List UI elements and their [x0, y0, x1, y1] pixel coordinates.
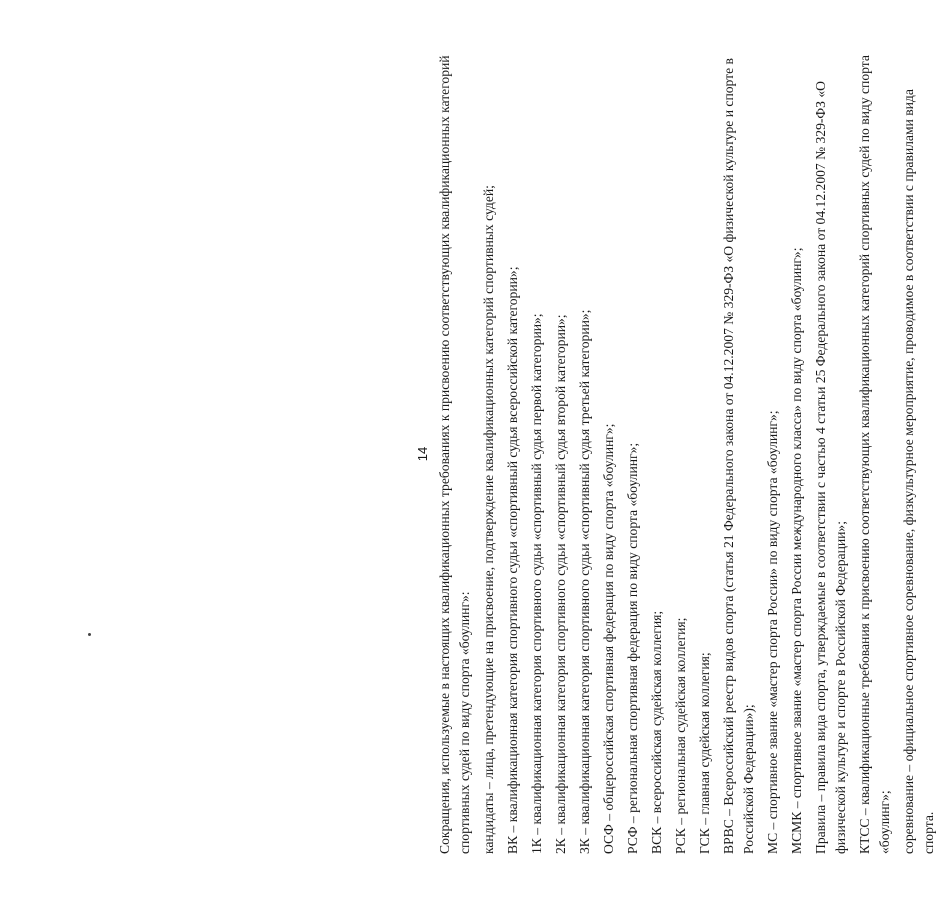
rotated-content — [40, 24, 936, 884]
definition-vrvs: ВРВС – Всероссийский реестр видов спорта (статья 21 Федерального закона от 04.12.2007 № 329-ФЗ «О физической культуре и спорте в Российской Федерации»); — [721, 58, 756, 854]
definition-msmk: МСМК – спортивное звание «мастер спорта России международного класса» по виду спорта «боулинг»; — [789, 247, 804, 854]
definition-ms: МС – спортивное звание «мастер спорта России» по виду спорта «боулинг»; — [765, 410, 780, 854]
page-number: 14 — [415, 446, 430, 462]
definition-osf: ОСФ – общероссийская спортивная федерация по виду спорта «боулинг»; — [601, 423, 616, 854]
intro-paragraph: Сокращения, используемые в настоящих квалификационных требованиях к присвоению соответствующих квалификационных категорий спортивных судей по виду спорта «боулинг»: — [437, 55, 472, 854]
definition-candidates: кандидаты – лица, претендующие на присвоение, подтверждение квалификационных категорий спортивных судей; — [481, 185, 496, 854]
definition-gsk: ГСК – главная судейская коллегия; — [697, 652, 712, 854]
definition-rules: Правила – правила вида спорта, утверждаемые в соответствии с частью 4 статьи 25 Федерального закона от 04.12.2007 № 329-ФЗ «О физической культуре и спорте в Российской Федерации»; — [813, 81, 848, 854]
definition-2k: 2К – квалификационная категория спортивного судьи «спортивный судья второй категории»; — [553, 314, 568, 854]
definition-3k: 3К – квалификационная категория спортивного судьи «спортивный судья третьей категории»; — [577, 309, 592, 854]
definition-rsk: РСК – региональная судейская коллегия; — [673, 617, 688, 854]
definition-vk: ВК – квалификационная категория спортивного судьи «спортивный судья всероссийской категории»; — [505, 266, 520, 854]
definition-vsk: ВСК – всероссийская судейская коллегия; — [649, 610, 664, 854]
definition-rsf: РСФ – региональная спортивная федерация по виду спорта «боулинг»; — [625, 442, 640, 854]
definition-ktss: КТСС – квалификационные требования к присвоению соответствующих квалификационных категорий спортивных судей по виду спорта «боулинг»; — [857, 55, 892, 854]
definition-competition: соревнование – официальное спортивное соревнование, физкультурное мероприятие, проводимое в соответствии с правилами вида спорта. — [901, 89, 936, 854]
definition-1k: 1К – квалификационная категория спортивного судьи «спортивный судья первой категории»; — [529, 313, 544, 854]
abbreviations-list — [435, 54, 943, 854]
scan-speck — [88, 633, 91, 636]
